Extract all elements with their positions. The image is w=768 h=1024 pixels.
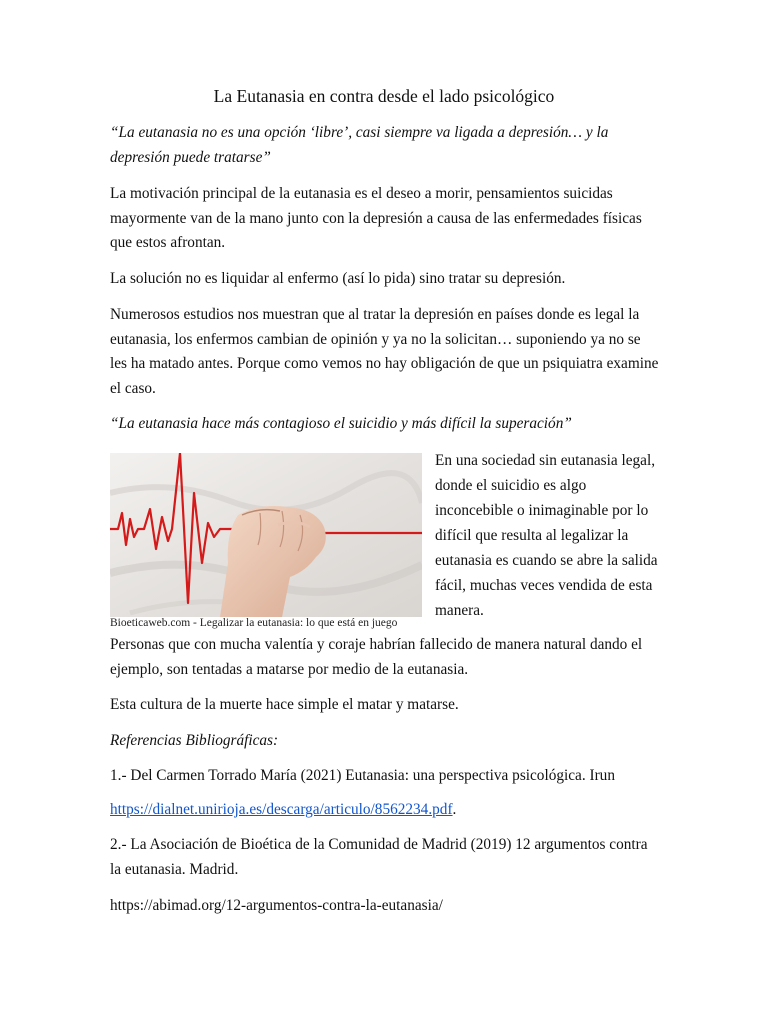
reference-2-url: https://abimad.org/12-argumentos-contra-la-eutanasia/ bbox=[110, 897, 443, 914]
quote-depression: “La eutanasia no es una opción ‘libre’, casi siempre va ligada a depresión… y la depresión puede tratarse” bbox=[110, 124, 609, 166]
illustration-svg bbox=[110, 453, 422, 617]
reference-1 bbox=[110, 764, 660, 789]
reference-1-url-line bbox=[110, 798, 660, 823]
paragraph-solution: La solución no es liquidar al enfermo (así lo pida) sino tratar su depresión. bbox=[110, 270, 566, 287]
reference-1-text: 1.- Del Carmen Torrado María (2021) Eutanasia: una perspectiva psicológica. Irun bbox=[110, 767, 615, 784]
references-heading: Referencias Bibliográficas: bbox=[110, 732, 279, 749]
paragraph-society: En una sociedad sin eutanasia legal, donde el suicidio es algo inconcebible o inimaginable por lo difícil que resulta al legalizar la eutanasia es cuando se abre la salida fácil, muchas veces vendida de esta manera. bbox=[435, 452, 658, 619]
paragraph-courage: Personas que con mucha valentía y coraje habrían fallecido de manera natural dando el ejemplo, son tentadas a matarse por medio de la eutanasia. bbox=[110, 636, 643, 678]
ecg-fist-illustration bbox=[110, 453, 422, 617]
reference-2: 2.- La Asociación de Bioética de la Comunidad de Madrid (2019) 12 argumentos contra la eutanasia. Madrid. bbox=[110, 836, 648, 878]
document-title: La Eutanasia en contra desde el lado psicológico bbox=[213, 86, 555, 106]
reference-1-link[interactable]: https://dialnet.unirioja.es/descarga/articulo/8562234.pdf bbox=[110, 801, 453, 818]
reference-1-period: . bbox=[452, 801, 457, 818]
quote-contagious-suicide: “La eutanasia hace más contagioso el suicidio y más difícil la superación” bbox=[110, 415, 572, 432]
paragraph-culture-of-death: Esta cultura de la muerte hace simple el matar y matarse. bbox=[110, 696, 459, 713]
paragraph-motivation: La motivación principal de la eutanasia es el deseo a morir, pensamientos suicidas mayormente van de la mano junto con la depresión a causa de las enfermedades físicas que estos afrontan. bbox=[110, 185, 642, 251]
image-caption: Bioeticaweb.com - Legalizar la eutanasia: lo que está en juego bbox=[110, 617, 398, 629]
paragraph-studies: Numerosos estudios nos muestran que al tratar la depresión en países donde es legal la eutanasia, los enfermos cambian de opinión y ya no la solicitan… suponiendo ya no se les ha matado antes. Porque como vemos no hay obligación de que un psiquiatra examine el caso. bbox=[110, 306, 659, 397]
